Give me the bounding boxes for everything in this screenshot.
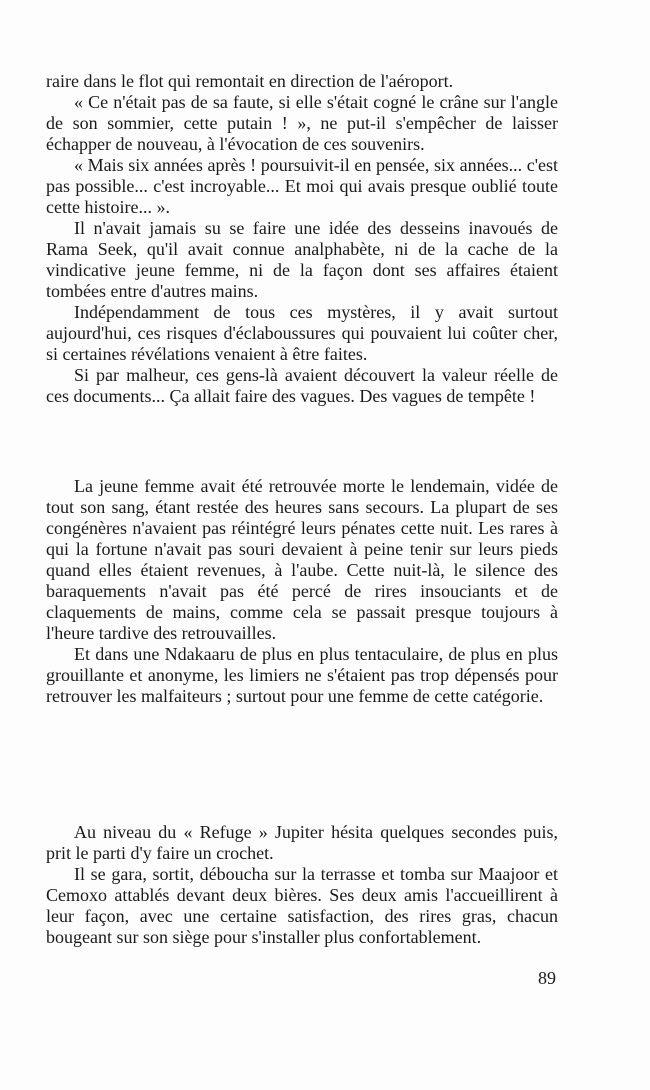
paragraph: Il se gara, sortit, déboucha sur la terrasse et tomba sur Maajoor et Cemoxo attablés devant deux bières. Ses deux amis l'accueillirent à leur façon, avec une certaine satisfaction, des rires gras, chacun bougeant sur son siège pour s'installer plus confortablement. [46, 864, 558, 947]
text-section-1 [46, 71, 558, 407]
paragraph: raire dans le flot qui remontait en direction de l'aéroport. [46, 71, 454, 91]
paragraph: Si par malheur, ces gens-là avaient découvert la valeur réelle de ces documents... Ça allait faire des vagues. Des vagues de tempête ! [46, 365, 558, 406]
paragraph: « Mais six années après ! poursuivit-il en pensée, six années... c'est pas possible... c'est incroyable... Et moi qui avais presque oublié toute cette histoire... ». [46, 155, 558, 217]
page-number: 89 [538, 968, 556, 988]
paragraph: Au niveau du « Refuge » Jupiter hésita quelques secondes puis, prit le parti d'y faire un crochet. [46, 822, 558, 863]
paragraph: Il n'avait jamais su se faire une idée des desseins inavoués de Rama Seek, qu'il avait connue analphabète, ni de la cache de la vindicative jeune femme, ni de la façon dont ses affaires étaient tombées entre d'autres mains. [46, 218, 558, 301]
text-section-3 [46, 822, 558, 948]
text-section-2 [46, 476, 558, 707]
paragraph: La jeune femme avait été retrouvée morte le lendemain, vidée de tout son sang, étant restée des heures sans secours. La plupart de ses congénères n'avaient pas réintégré leurs pénates cette nuit. Les rares à qui la fortune n'avait pas souri devaient à peine tenir sur leurs pieds quand elles étaient revenues, à l'aube. Cette nuit-là, le silence des baraquements n'avait pas été percé de rires insouciants et de claquements de mains, comme cela se passait presque toujours à l'heure tardive des retrouvailles. [46, 476, 558, 643]
paragraph: Et dans une Ndakaaru de plus en plus tentaculaire, de plus en plus grouillante et anonyme, les limiers ne s'étaient pas trop dépensés pour retrouver les malfaiteurs ; surtout pour une femme de cette catégorie. [46, 644, 558, 706]
paragraph: Indépendamment de tous ces mystères, il y avait surtout aujourd'hui, ces risques d'éclaboussures qui pouvaient lui coûter cher, si certaines révélations venaient à être faites. [46, 302, 558, 364]
paragraph: « Ce n'était pas de sa faute, si elle s'était cogné le crâne sur l'angle de son sommier, cette putain ! », ne put-il s'empêcher de laisser échapper de nouveau, à l'évocation de ces souvenirs. [46, 92, 558, 154]
